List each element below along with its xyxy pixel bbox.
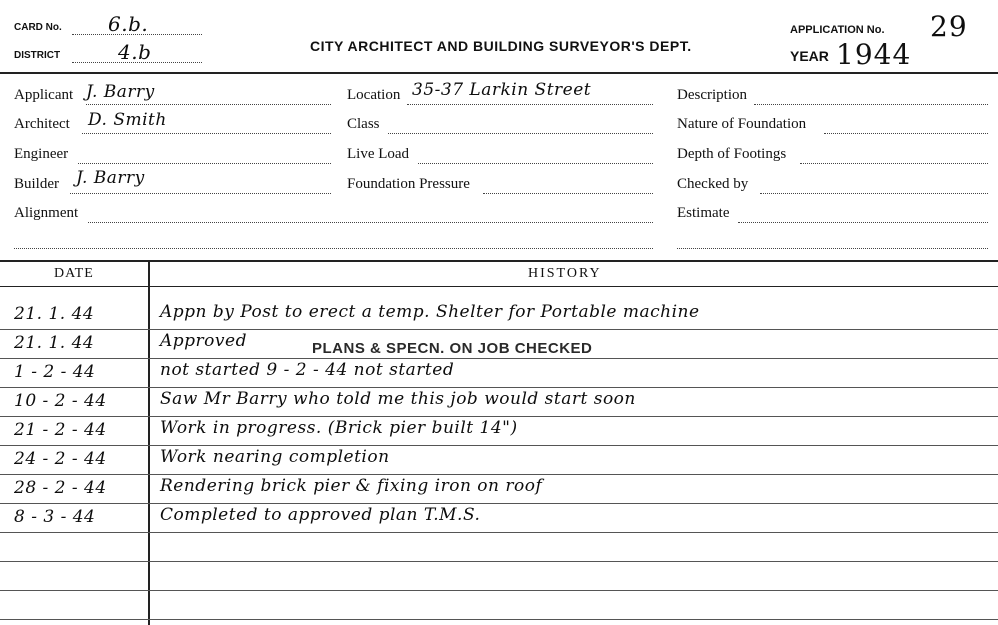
class-line (388, 133, 653, 134)
history-entry: not started 9 - 2 - 44 not started (160, 360, 455, 380)
blank-line-1 (14, 248, 653, 249)
ruled-line (0, 561, 998, 562)
architect-line (82, 133, 331, 134)
description-line (754, 104, 988, 105)
history-date: 10 - 2 - 44 (14, 391, 107, 411)
description-label: Description (677, 87, 747, 103)
checked-by-label: Checked by (677, 176, 749, 192)
blank-line-2 (677, 248, 988, 249)
applicant-line (86, 104, 331, 105)
builder-label: Builder (14, 176, 59, 192)
history-entry: Approved (160, 331, 247, 351)
history-column-divider (148, 262, 150, 625)
ruled-line (0, 445, 998, 446)
history-date: 8 - 3 - 44 (14, 507, 96, 527)
year-label: YEAR (790, 48, 829, 64)
year-value: 1944 (836, 38, 912, 71)
depth-of-footings-line (800, 163, 988, 164)
department-title: CITY ARCHITECT AND BUILDING SURVEYOR'S DEPT. (310, 38, 692, 54)
history-entry: Rendering brick pier & fixing iron on roof (160, 476, 543, 496)
date-header: DATE (54, 266, 94, 281)
applicant-value: J. Barry (86, 82, 155, 102)
foundation-pressure-line (483, 193, 653, 194)
history-header: HISTORY (528, 266, 602, 281)
estimate-line (738, 222, 988, 223)
estimate-label: Estimate (677, 205, 730, 221)
application-value: 29 (930, 10, 968, 43)
history-date: 28 - 2 - 44 (14, 478, 107, 498)
location-label: Location (347, 87, 401, 103)
history-date: 24 - 2 - 44 (14, 449, 107, 469)
ruled-line (0, 387, 998, 388)
history-date: 21. 1. 44 (14, 333, 95, 353)
history-entry: Appn by Post to erect a temp. Shelter for Portable machine (160, 302, 700, 322)
builder-value: J. Barry (76, 168, 145, 188)
history-entry: Saw Mr Barry who told me this job would start soon (160, 389, 636, 409)
history-date: 21. 1. 44 (14, 304, 95, 324)
engineer-label: Engineer (14, 146, 69, 162)
class-label: Class (347, 116, 380, 132)
nature-of-foundation-label: Nature of Foundation (677, 116, 807, 132)
application-label: APPLICATION No. (790, 24, 885, 36)
engineer-line (78, 163, 331, 164)
ruled-line (0, 619, 998, 620)
builder-line (70, 193, 331, 194)
checked-by-line (760, 193, 988, 194)
district-label: DISTRICT (14, 50, 61, 61)
card-no-value: 6.b. (108, 12, 149, 36)
foundation-pressure-label: Foundation Pressure (347, 176, 470, 192)
card-no-label: CARD No. (14, 22, 62, 33)
history-entry: Completed to approved plan T.M.S. (160, 505, 481, 525)
depth-of-footings-label: Depth of Footings (677, 146, 787, 162)
history-date: 21 - 2 - 44 (14, 420, 107, 440)
history-entry: Work nearing completion (160, 447, 390, 467)
ruled-line (0, 503, 998, 504)
architect-label: Architect (14, 116, 70, 132)
ruled-line (0, 532, 998, 533)
location-value: 35-37 Larkin Street (412, 80, 592, 100)
history-date: 1 - 2 - 44 (14, 362, 96, 382)
architect-value: D. Smith (88, 110, 167, 130)
location-line (407, 104, 653, 105)
live-load-label: Live Load (347, 146, 410, 162)
district-value: 4.b (118, 40, 152, 64)
nature-of-foundation-line (824, 133, 988, 134)
live-load-line (418, 163, 653, 164)
history-entry: Work in progress. (Brick pier built 14") (160, 418, 518, 438)
applicant-label: Applicant (14, 87, 74, 103)
card-header (0, 0, 998, 72)
approval-stamp: PLANS & SPECN. ON JOB CHECKED (312, 340, 593, 357)
ruled-line (0, 416, 998, 417)
alignment-line (88, 222, 653, 223)
ruled-line (0, 358, 998, 359)
history-header-rule (0, 286, 998, 287)
header-rule (0, 72, 998, 74)
alignment-label: Alignment (14, 205, 79, 221)
ruled-line (0, 590, 998, 591)
ruled-line (0, 474, 998, 475)
ruled-line (0, 329, 998, 330)
